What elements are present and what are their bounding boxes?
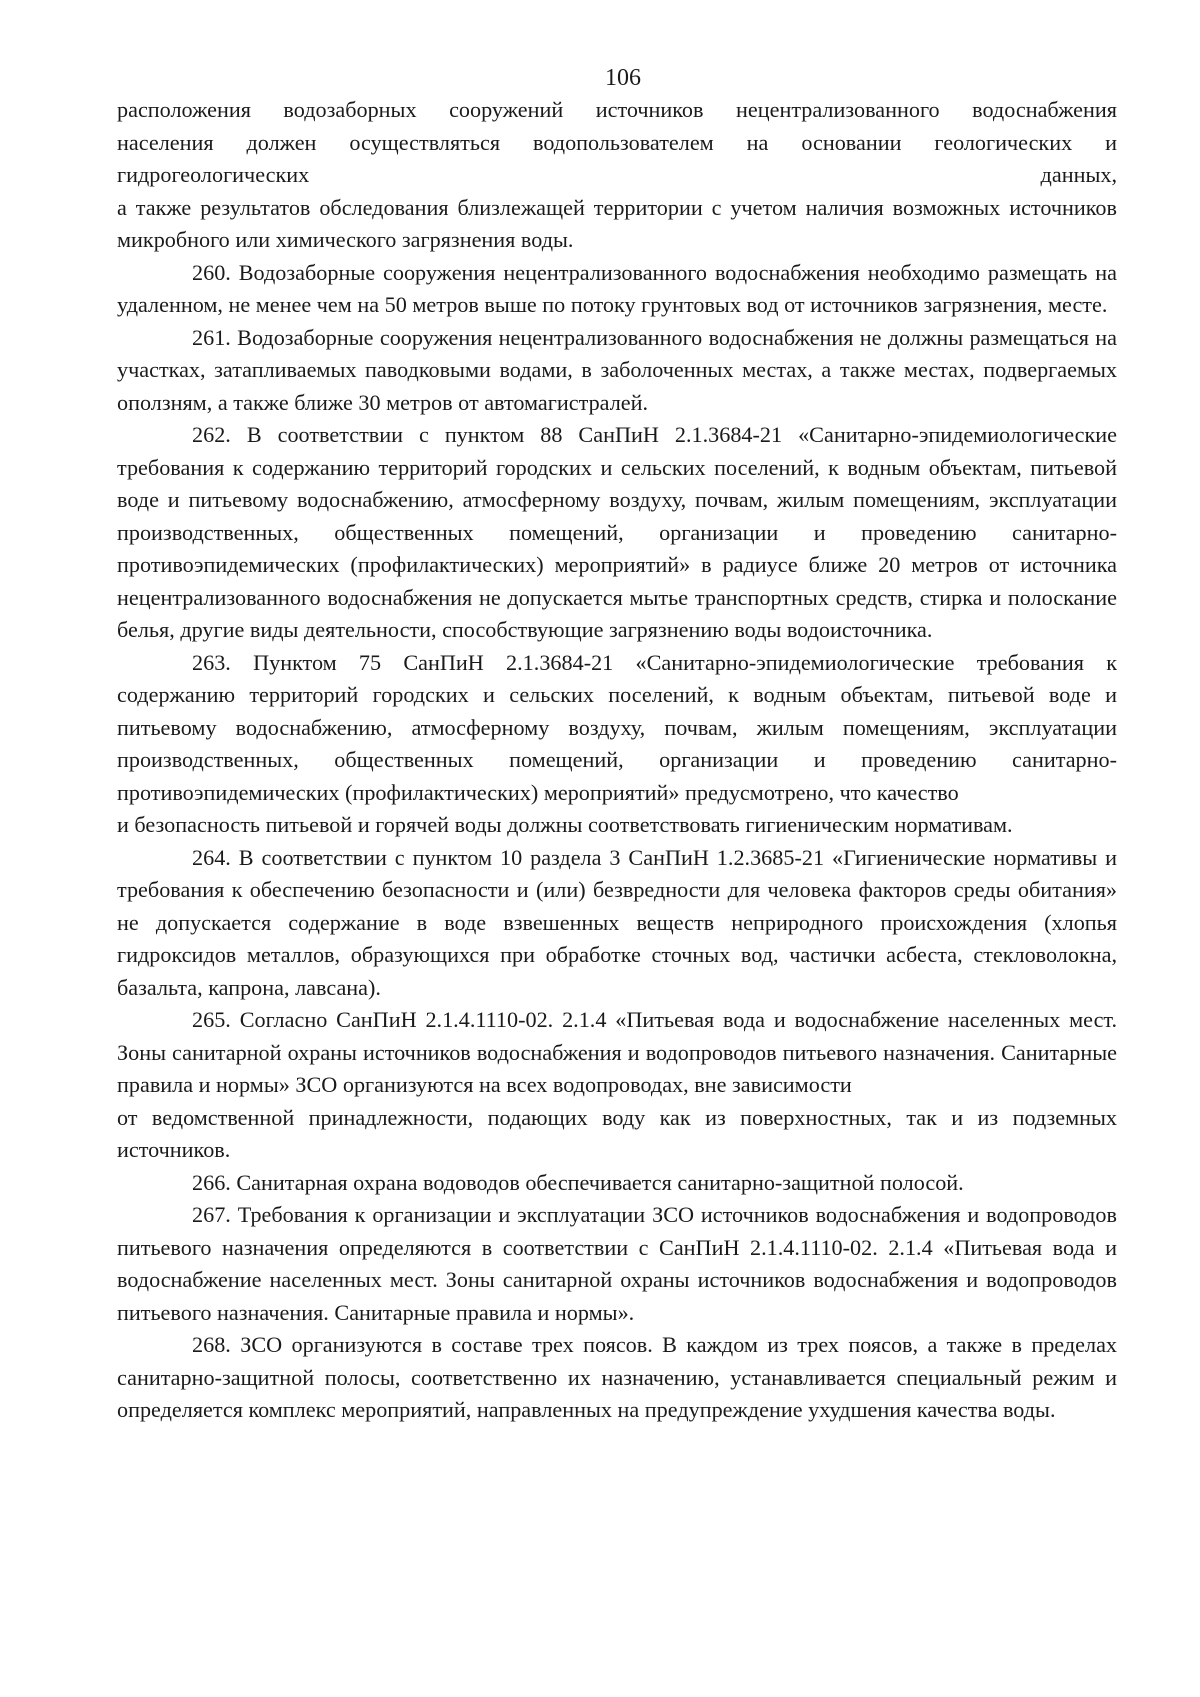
document-page: [117, 62, 1117, 1427]
paragraph-number: 267.: [192, 1202, 231, 1227]
paragraph-number: 264.: [192, 844, 231, 870]
paragraph-text: Водозаборные сооружения нецентрализованного водоснабжения необходимо размещать на удаленном, не менее чем на 50 метров выше по потоку грунтовых вод от источников загрязнения, месте.: [117, 259, 1117, 317]
paragraph-number: 265.: [192, 1007, 231, 1032]
paragraph-number: 261.: [192, 324, 231, 350]
paragraph-number: 260.: [192, 259, 231, 285]
paragraph-261: [117, 322, 1117, 420]
paragraph-text: Пунктом 75 СанПиН 2.1.3684-21 «Санитарно-эпидемиологические требования к содержанию территорий городских и сельских поселений, к водным объектам, питьевой воде и питьевому водоснабжению, атмосферному воздуху, почвам, жилым помещениям, эксплуатации производственных, общественных помещений, организации и проведению санитарно-противоэпидемических (профилактических) мероприятий» предусмотрено, что качество: [117, 649, 1117, 805]
paragraph-267: [117, 1199, 1117, 1329]
paragraph-text: В соответствии с пунктом 88 СанПиН 2.1.3684-21 «Санитарно-эпидемиологические требования к содержанию территорий городских и сельских поселений, к водным объектам, питьевой воде и питьевому водоснабжению, атмосферному воздуху, почвам, жилым помещениям, эксплуатации производственных, общественных помещений, организации и проведению санитарно-противоэпидемических (профилактических) мероприятий» в радиусе ближе 20 метров от источника нецентрализованного водоснабжения не допускается мытье транспортных средств, стирка и полоскание белья, другие виды деятельности, способствующие загрязнению воды водоисточника.: [117, 422, 1118, 642]
paragraph-text: Водозаборные сооружения нецентрализованного водоснабжения не должны размещаться на участках, затапливаемых паводковыми водами, в заболоченных местах, а также местах, подвергаемых оползням, а также ближе 30 метров от автомагистралей.: [117, 324, 1117, 415]
paragraph-text: Санитарная охрана водоводов обеспечивается санитарно-защитной полосой.: [236, 1169, 964, 1195]
paragraph-text: Требования к организации и эксплуатации ЗСО источников водоснабжения и водопроводов питьевого назначения определяются в соответствии с СанПиН 2.1.4.1110-02. 2.1.4 «Питьевая вода и водоснабжение населенных мест. Зоны санитарной охраны источников водоснабжения и водопроводов питьевого назначения. Санитарные правила и нормы».: [117, 1202, 1117, 1325]
intro-line-4: а также результатов обследования близлежащей территории с учетом наличия возможных источников микробного или химического загрязнения воды.: [117, 194, 1117, 252]
paragraph-number: 268.: [192, 1332, 231, 1357]
intro-line-3: гидрогеологических данных,: [117, 162, 1117, 187]
paragraph-264: [117, 842, 1117, 1005]
paragraph-263-continuation: и безопасность питьевой и горячей воды должны соответствовать гигиеническим нормативам.: [117, 812, 1013, 837]
page-number: 106: [605, 65, 641, 91]
paragraph-265: [117, 1004, 1117, 1102]
paragraph-266: [117, 1167, 1117, 1200]
paragraph-number: 266.: [192, 1169, 231, 1195]
paragraph-text: Согласно СанПиН 2.1.4.1110-02. 2.1.4 «Питьевая вода и водоснабжение населенных мест. Зоны санитарной охраны источников водоснабжения и водопроводов питьевого назначения. Санитарные правила и нормы» ЗСО организуются на всех водопроводах, вне зависимости: [117, 1007, 1117, 1097]
paragraph-text: В соответствии с пунктом 10 раздела 3 СанПиН 1.2.3685-21 «Гигиенические нормативы и требования к обеспечению безопасности и (или) безвредности для человека факторов среды обитания» не допускается содержание в воде взвешенных веществ неприродного происхождения (хлопья гидроксидов металлов, образующихся при обработке сточных вод, частички асбеста, стекловолокна, базальта, капрона, лавсана).: [117, 844, 1117, 1000]
paragraph-number: 263.: [192, 649, 231, 675]
paragraph-260: [117, 257, 1117, 322]
intro-line-1: расположения водозаборных сооружений источников нецентрализованного водоснабжения: [117, 97, 1117, 122]
paragraph-number: 262.: [192, 422, 231, 447]
paragraph-268: [117, 1329, 1117, 1427]
paragraph-text: ЗСО организуются в составе трех поясов. В каждом из трех поясов, а также в пределах санитарно-защитной полосы, соответственно их назначению, устанавливается специальный режим и определяется комплекс мероприятий, направленных на предупреждение ухудшения качества воды.: [117, 1332, 1118, 1422]
paragraph-265-continuation: от ведомственной принадлежности, подающих воду как из поверхностных, так и из подземных источников.: [117, 1104, 1117, 1162]
paragraph-262: [117, 419, 1117, 647]
paragraph-263: [117, 647, 1117, 810]
document-body: [117, 94, 1117, 1427]
intro-line-2: населения должен осуществляться водопользователем на основании геологических и: [117, 129, 1117, 155]
